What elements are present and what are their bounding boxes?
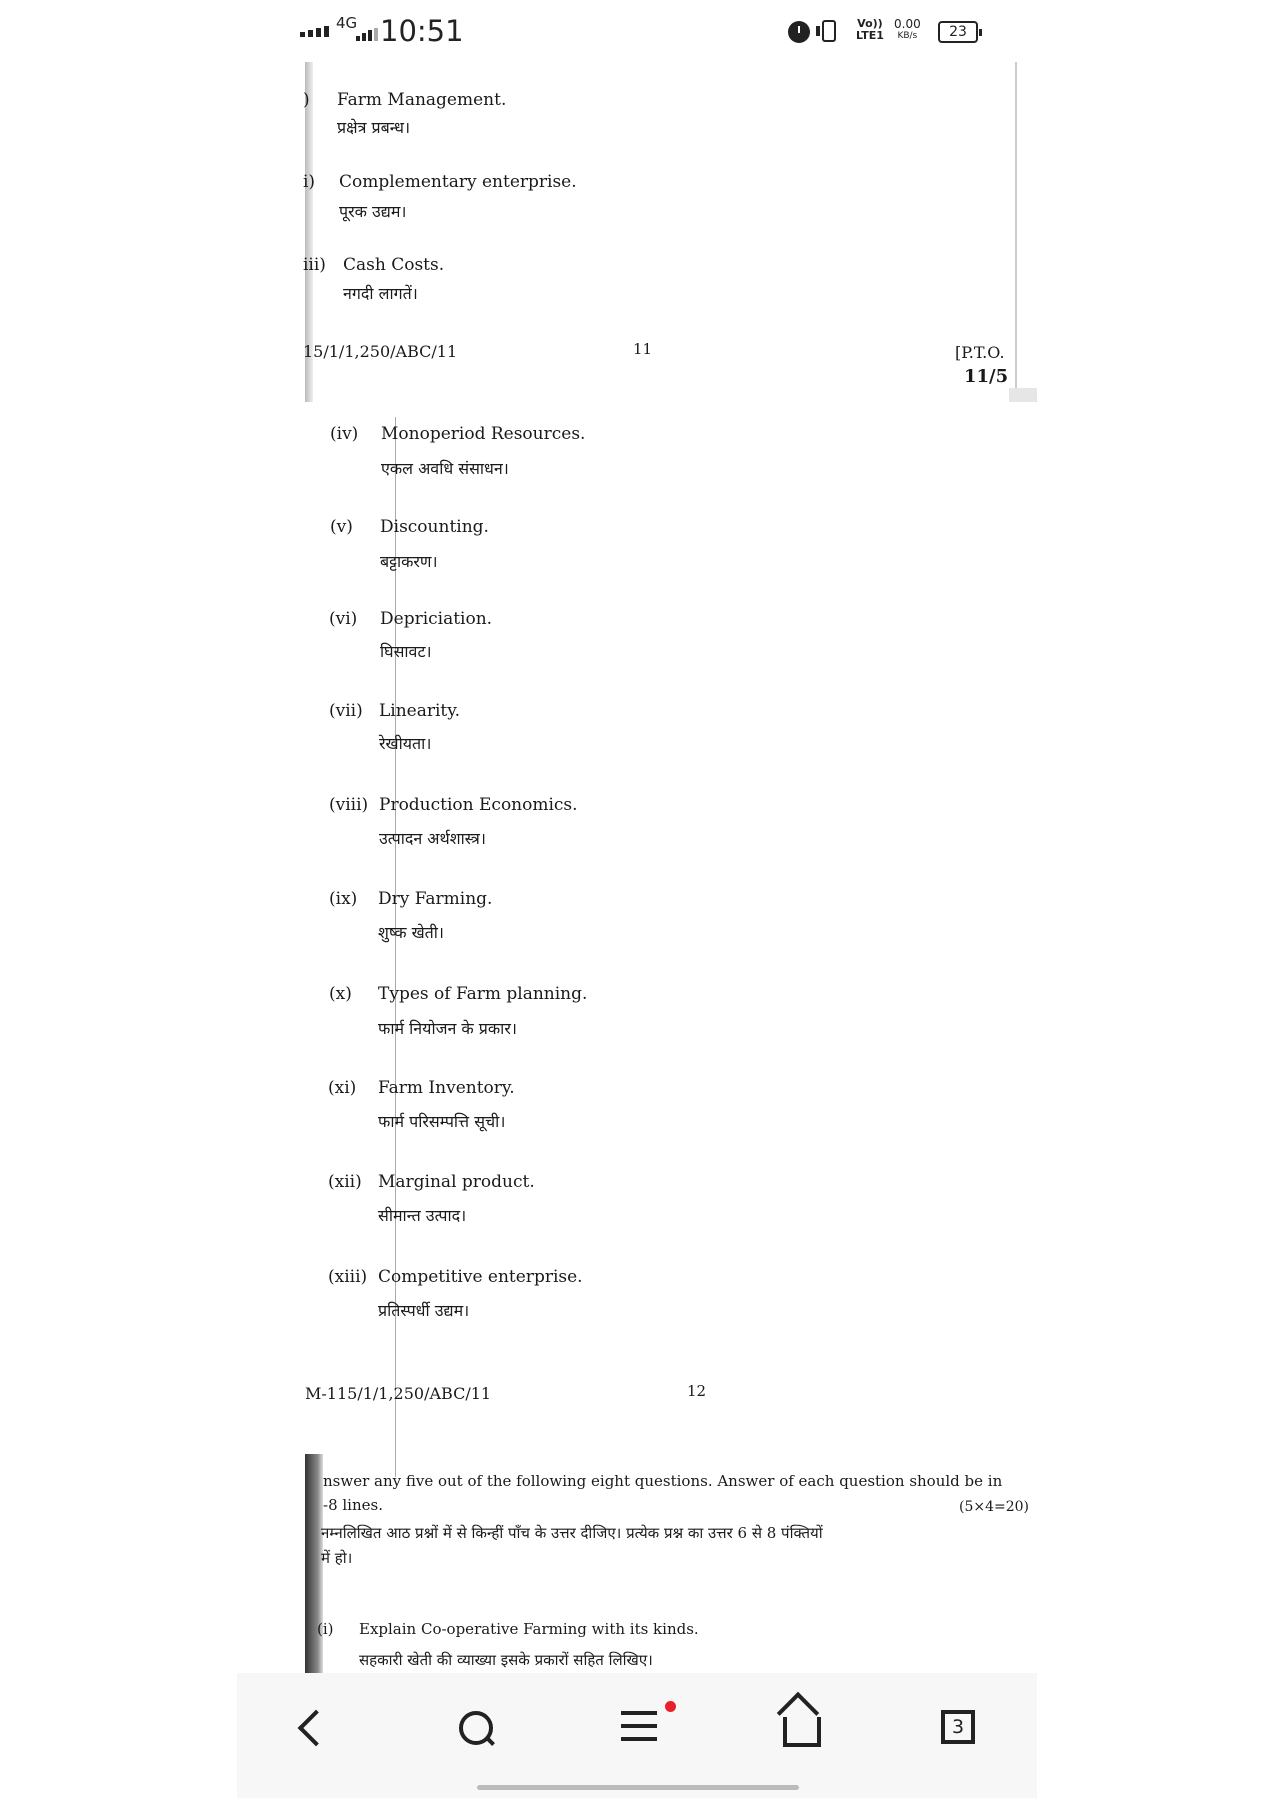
item-hindi: शुष्क खेती। [378,923,444,942]
item-number: (xi) [328,1078,357,1098]
item-english: Types of Farm planning. [378,984,588,1004]
item-hindi: सीमान्त उत्पाद। [378,1206,467,1225]
search-icon[interactable] [459,1711,493,1745]
instruction-hindi: नम्नलिखित आठ प्रश्नों में से किन्हीं पाँच के उत्तर दीजिए। प्रत्येक प्रश्न का उत्तर 6 से 8 पंक्तियों [321,1524,823,1542]
item-number: (iv) [330,424,359,444]
item-hindi: नगदी लागतें। [343,284,418,303]
item-hindi: बट्टाकरण। [380,552,438,571]
vibrate-icon [822,20,836,42]
scanned-page-11 [237,62,1037,402]
item-english: Competitive enterprise. [378,1267,583,1287]
gesture-handle[interactable] [477,1785,799,1790]
volte-indicator [856,18,884,42]
speed-value: 0.00 [894,17,921,31]
item-english: Dry Farming. [378,889,493,909]
item-number: (v) [330,517,353,537]
bottom-navigation-bar [237,1673,1037,1798]
item-english: Production Economics. [379,795,578,815]
item-number: iii) [303,255,326,275]
item-hindi: घिसावट। [380,642,432,661]
instruction-english: -8 lines. [323,1496,383,1514]
home-icon[interactable] [783,1717,821,1747]
item-english: Monoperiod Resources. [381,424,586,444]
page-number: 11 [633,340,653,358]
item-english: Cash Costs. [343,255,445,275]
marks-label: (5×4=20) [959,1499,1030,1515]
item-number: (xiii) [328,1267,368,1287]
page-stamp: 11/5 [964,366,1009,387]
item-hindi: रेखीयता। [379,734,432,753]
item-hindi: फार्म नियोजन के प्रकार। [378,1019,517,1038]
page-number: 12 [687,1382,707,1400]
footer-code: 15/1/1,250/ABC/11 [303,342,458,361]
item-hindi: उत्पादन अर्थशास्त्र। [379,829,486,848]
footer-code: M-115/1/1,250/ABC/11 [305,1384,492,1403]
pto-label: [P.T.O. [955,343,1005,362]
item-english: Discounting. [380,517,489,537]
network-type: 4G [336,14,358,32]
speed-unit: KB/s [897,31,918,41]
item-hindi: प्रतिस्पर्धी उद्यम। [378,1301,470,1320]
tabs-button[interactable]: 3 [941,1710,975,1744]
item-english: Farm Management. [337,90,507,110]
item-hindi: प्रक्षेत्र प्रबन्ध। [337,118,411,137]
instruction-english: nswer any five out of the following eight questions. Answer of each question should be in [323,1472,1003,1490]
item-english: Marginal product. [378,1172,535,1192]
item-number: (ix) [329,889,358,909]
question-hindi: सहकारी खेती की व्याख्या इसके प्रकारों सहित लिखिए। [359,1651,653,1669]
network-speed [894,18,921,42]
battery-icon: 23 [938,21,978,43]
question-number: (i) [317,1620,334,1638]
page-edge [1015,62,1017,402]
item-number: ) [303,90,310,110]
item-number: (xii) [328,1172,362,1192]
item-number: (vi) [329,609,358,629]
item-number: (vii) [329,701,363,721]
volte-bottom: LTE1 [856,29,884,42]
volte-top: Vo)) [857,17,883,30]
item-hindi: पूरक उद्यम। [339,202,407,221]
item-hindi: फार्म परिसम्पत्ति सूची। [378,1112,506,1131]
item-number: i) [303,172,316,192]
signal-icon [300,26,329,37]
alarm-icon [788,21,810,43]
document-viewer[interactable] [237,62,1037,1673]
item-number: (viii) [329,795,369,815]
instruction-hindi: में हो। [321,1549,353,1567]
item-english: Depriciation. [380,609,493,629]
item-english: Farm Inventory. [378,1078,515,1098]
back-icon[interactable] [298,1710,335,1747]
notification-dot [665,1701,676,1712]
clock: 10:51 [380,14,464,48]
page-corner [1009,388,1037,402]
item-english: Complementary enterprise. [339,172,577,192]
menu-icon[interactable] [621,1711,657,1745]
status-bar [0,0,1272,62]
signal-icon-secondary [356,28,378,41]
question-english: Explain Co-operative Farming with its kinds. [359,1620,699,1638]
item-number: (x) [329,984,352,1004]
item-english: Linearity. [379,701,461,721]
item-hindi: एकल अवधि संसाधन। [381,459,509,478]
